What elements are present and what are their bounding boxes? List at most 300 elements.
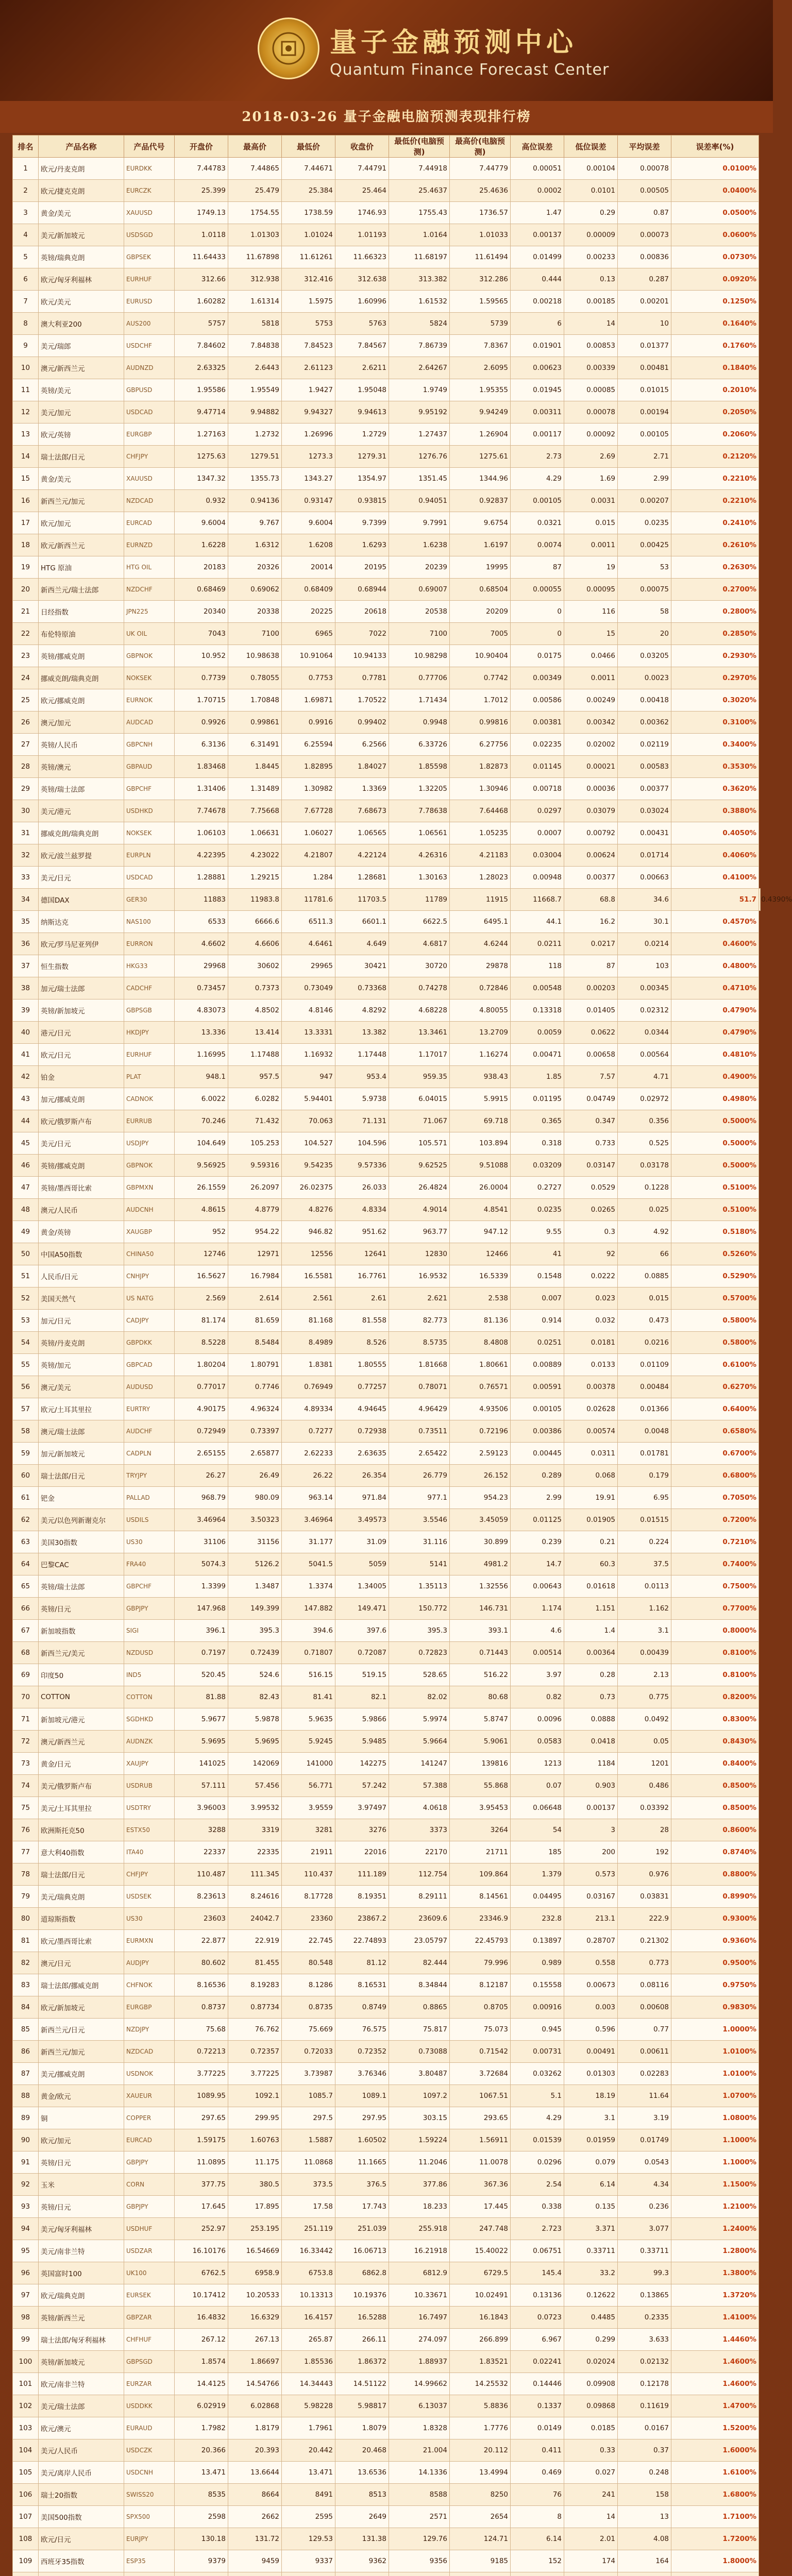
forecast-low-cell: 0.77706 [389, 667, 450, 689]
rank-cell: 7 [13, 291, 39, 313]
avg-error-cell: 0.00481 [618, 357, 671, 379]
high-error-cell: 0.1337 [511, 2395, 564, 2417]
product-code-cell: CHFNOK [124, 1974, 175, 1996]
high-cell: 11.67898 [228, 246, 282, 268]
close-cell: 397.6 [335, 1620, 389, 1642]
close-cell: 111.189 [335, 1863, 389, 1886]
low-cell: 1.82895 [282, 756, 335, 778]
forecast-low-cell: 16.21918 [389, 2240, 450, 2262]
high-cell: 0.7746 [228, 1376, 282, 1398]
avg-error-cell: 53 [618, 556, 671, 579]
error-rate-cell: 0.8500% [671, 1797, 759, 1819]
table-row [13, 1797, 761, 1819]
low-cell: 25.384 [282, 180, 335, 202]
close-cell: 4.649 [335, 933, 389, 955]
forecast-low-cell: 4.68228 [389, 999, 450, 1022]
product-code-cell: EURAUD [124, 2417, 175, 2439]
close-cell: 7.68673 [335, 800, 389, 822]
open-cell: 104.649 [175, 1132, 228, 1155]
low-error-cell: 0.00792 [564, 822, 618, 844]
error-rate-cell: 0.4600% [671, 933, 759, 955]
forecast-low-cell: 0.74278 [389, 977, 450, 999]
product-name-cell: 澳元/日元 [39, 1952, 124, 1974]
error-rate-cell: 0.5000% [671, 1155, 759, 1177]
product-name-cell: HTG 原油 [39, 556, 124, 579]
product-code-cell: ESP35 [124, 2550, 175, 2572]
open-cell: 0.8737 [175, 1996, 228, 2019]
forecast-high-cell: 2654 [450, 2506, 511, 2528]
open-cell [175, 2572, 228, 2576]
low-error-cell: 14 [564, 313, 618, 335]
high-error-cell: 0.07 [511, 1775, 564, 1797]
high-error-cell: 0.00386 [511, 1420, 564, 1443]
rank-cell: 47 [13, 1177, 39, 1199]
product-name-cell: 英镑/日元 [39, 2151, 124, 2174]
high-cell: 22335 [228, 1841, 282, 1863]
product-code-cell: AUDNZK [124, 1731, 175, 1753]
high-error-cell: 11668.7 [511, 889, 564, 911]
high-error-cell: 3.97 [511, 1664, 564, 1686]
low-error-cell: 0.03079 [564, 800, 618, 822]
product-code-cell: USDZAR [124, 2240, 175, 2262]
high-error-cell: 2.723 [511, 2218, 564, 2240]
error-rate-cell: 0.6700% [671, 1443, 759, 1465]
forecast-low-cell: 5141 [389, 1553, 450, 1575]
close-cell: 9362 [335, 2550, 389, 2572]
low-cell: 4.6461 [282, 933, 335, 955]
high-cell: 5126.2 [228, 1553, 282, 1575]
open-cell: 110.487 [175, 1863, 228, 1886]
product-code-cell: USDCNH [124, 2462, 175, 2484]
avg-error-cell: 0.12178 [618, 2373, 671, 2395]
product-name-cell: 新西兰元/加元 [39, 2041, 124, 2063]
error-rate-cell: 0.5800% [671, 1332, 759, 1354]
open-cell: 9.56925 [175, 1155, 228, 1177]
high-cell: 2.614 [228, 1287, 282, 1310]
open-cell: 0.9926 [175, 711, 228, 734]
product-code-cell: CHFJPY [124, 446, 175, 468]
high-cell: 24042.7 [228, 1908, 282, 1930]
avg-error-cell: 0.015 [618, 1287, 671, 1310]
product-name-cell: 中国A50指数 [39, 1243, 124, 1265]
table-row [13, 379, 761, 401]
forecast-high-cell: 0.99816 [450, 711, 511, 734]
forecast-low-cell: 0.9948 [389, 711, 450, 734]
high-error-cell: 0.00889 [511, 1354, 564, 1376]
forecast-high-cell: 1344.96 [450, 468, 511, 490]
column-header: 产品名称 [39, 135, 124, 158]
close-cell: 5.9738 [335, 1088, 389, 1110]
product-code-cell: EURJPY [124, 2528, 175, 2550]
error-rate-cell: 0.0920% [671, 268, 759, 291]
open-cell: 4.6602 [175, 933, 228, 955]
open-cell: 952 [175, 1221, 228, 1243]
low-error-cell: 68.8 [564, 889, 618, 911]
open-cell: 1.83468 [175, 756, 228, 778]
table-row [13, 2528, 761, 2550]
product-name-cell: 欧元/挪威克朗 [39, 689, 124, 711]
low-cell: 12556 [282, 1243, 335, 1265]
product-name-cell: 美国500指数 [39, 2506, 124, 2528]
low-cell: 0.72033 [282, 2041, 335, 2063]
forecast-low-cell: 57.388 [389, 1775, 450, 1797]
forecast-high-cell: 367.36 [450, 2174, 511, 2196]
close-cell: 81.12 [335, 1952, 389, 1974]
low-error-cell: 0.0181 [564, 1332, 618, 1354]
forecast-low-cell: 8588 [389, 2484, 450, 2506]
low-error-cell: 0.0011 [564, 534, 618, 556]
avg-error-cell: 4.08 [618, 2528, 671, 2550]
open-cell: 1.95586 [175, 379, 228, 401]
high-error-cell: 0.914 [511, 1310, 564, 1332]
high-cell: 1.8179 [228, 2417, 282, 2439]
error-rate-cell: 1.0100% [671, 2041, 759, 2063]
high-error-cell: 0.365 [511, 1110, 564, 1132]
high-cell: 149.399 [228, 1598, 282, 1620]
high-cell: 131.72 [228, 2528, 282, 2550]
open-cell: 1.06103 [175, 822, 228, 844]
high-error-cell: 76 [511, 2484, 564, 2506]
low-cell: 16.33442 [282, 2240, 335, 2262]
rank-cell: 33 [13, 867, 39, 889]
low-cell: 3.73987 [282, 2063, 335, 2085]
product-code-cell: ESTX50 [124, 1819, 175, 1841]
product-code-cell: GBPCAD [124, 1354, 175, 1376]
error-rate-cell: 0.8100% [671, 1664, 759, 1686]
product-name-cell: 英镑/美元 [39, 379, 124, 401]
close-cell: 0.72938 [335, 1420, 389, 1443]
high-cell: 1355.73 [228, 468, 282, 490]
rank-cell: 51 [13, 1265, 39, 1287]
forecast-high-cell: 9.51088 [450, 1155, 511, 1177]
product-name-cell: 印度50 [39, 1664, 124, 1686]
forecast-high-cell: 3264 [450, 1819, 511, 1841]
open-cell: 25.399 [175, 180, 228, 202]
high-cell: 3.50323 [228, 1509, 282, 1531]
high-cell: 267.13 [228, 2329, 282, 2351]
high-cell: 4.8779 [228, 1199, 282, 1221]
close-cell: 9.57336 [335, 1155, 389, 1177]
product-name-cell: 澳元/美元 [39, 1376, 124, 1398]
high-cell: 111.345 [228, 1863, 282, 1886]
avg-error-cell: 0.00207 [618, 490, 671, 512]
low-error-cell: 0.00137 [564, 1797, 618, 1819]
open-cell: 1.6228 [175, 534, 228, 556]
product-code-cell: SPX500 [124, 2506, 175, 2528]
low-error-cell: 0.04749 [564, 1088, 618, 1110]
product-name-cell: 美元/瑞士法郎 [39, 2395, 124, 2417]
avg-error-cell: 0.03024 [618, 800, 671, 822]
rank-cell: 103 [13, 2417, 39, 2439]
open-cell: 0.72949 [175, 1420, 228, 1443]
high-cell: 0.69062 [228, 579, 282, 601]
table-row [13, 2462, 761, 2484]
product-name-cell: 欧洲斯托克50 [39, 1819, 124, 1841]
table-row [13, 1642, 761, 1664]
open-cell: 1275.63 [175, 446, 228, 468]
forecast-high-cell: 16.1843 [450, 2307, 511, 2329]
product-name-cell: 钯金 [39, 1487, 124, 1509]
product-code-cell: NZDUSD [124, 1642, 175, 1664]
high-cell: 7.84838 [228, 335, 282, 357]
table-row [13, 1664, 761, 1686]
product-code-cell: HTG OIL [124, 556, 175, 579]
high-cell [228, 2572, 282, 2576]
error-rate-cell: 0.3620% [671, 778, 759, 800]
low-error-cell: 7.57 [564, 1066, 618, 1088]
avg-error-cell: 4.71 [618, 1066, 671, 1088]
product-name-cell: 英国富时100 [39, 2262, 124, 2284]
low-cell: 6.25594 [282, 734, 335, 756]
error-rate-cell: 0.8430% [671, 1731, 759, 1753]
low-cell: 251.119 [282, 2218, 335, 2240]
high-cell: 30602 [228, 955, 282, 977]
forecast-low-cell: 6812.9 [389, 2262, 450, 2284]
avg-error-cell: 1.162 [618, 1598, 671, 1620]
low-error-cell: 0.0185 [564, 2417, 618, 2439]
close-cell: 3.49573 [335, 1509, 389, 1531]
product-code-cell: USDJPY [124, 1132, 175, 1155]
avg-error-cell: 103 [618, 955, 671, 977]
open-cell: 8.16536 [175, 1974, 228, 1996]
close-cell: 11.66323 [335, 246, 389, 268]
high-error-cell: 0.0059 [511, 1022, 564, 1044]
forecast-low-cell: 10.33671 [389, 2284, 450, 2307]
rank-cell: 89 [13, 2107, 39, 2129]
high-error-cell: 0.00117 [511, 423, 564, 446]
low-error-cell: 0.299 [564, 2329, 618, 2351]
low-error-cell: 0.02628 [564, 1398, 618, 1420]
forecast-high-cell: 14.25532 [450, 2373, 511, 2395]
forecast-high-cell: 1.83521 [450, 2351, 511, 2373]
close-cell: 2.6211 [335, 357, 389, 379]
close-cell: 16.5288 [335, 2307, 389, 2329]
error-rate-cell: 0.3880% [671, 800, 759, 822]
low-error-cell: 0.0888 [564, 1708, 618, 1731]
error-rate-cell: 0.9500% [671, 1952, 759, 1974]
product-name-cell: 澳元/新西兰元 [39, 1731, 124, 1753]
forecast-high-cell: 4.8541 [450, 1199, 511, 1221]
open-cell: 252.97 [175, 2218, 228, 2240]
rank-cell: 53 [13, 1310, 39, 1332]
forecast-high-cell: 1.30946 [450, 778, 511, 800]
low-cell: 11.61261 [282, 246, 335, 268]
error-rate-cell: 0.8400% [671, 1753, 759, 1775]
forecast-low-cell: 141247 [389, 1753, 450, 1775]
open-cell: 6533 [175, 911, 228, 933]
close-cell: 0.77257 [335, 1376, 389, 1398]
close-cell: 0.68944 [335, 579, 389, 601]
high-error-cell: 0.14446 [511, 2373, 564, 2395]
close-cell: 1.95048 [335, 379, 389, 401]
high-error-cell: 0.00643 [511, 1575, 564, 1598]
avg-error-cell: 4.34 [618, 2174, 671, 2196]
forecast-low-cell: 0.73511 [389, 1420, 450, 1443]
forecast-low-cell: 7.44918 [389, 158, 450, 180]
low-cell: 7.44671 [282, 158, 335, 180]
avg-error-cell: 0.02312 [618, 999, 671, 1022]
table-row [13, 158, 761, 180]
product-name-cell: 巴黎CAC [39, 1553, 124, 1575]
forecast-high-cell: 5.8747 [450, 1708, 511, 1731]
forecast-low-cell: 395.3 [389, 1620, 450, 1642]
forecast-high-cell: 7.44779 [450, 158, 511, 180]
forecast-high-cell: 1.82873 [450, 756, 511, 778]
column-header: 产品代号 [124, 135, 175, 158]
avg-error-cell: 0.236 [618, 2196, 671, 2218]
error-rate-cell: 0.8740% [671, 1841, 759, 1863]
close-cell: 2.63635 [335, 1443, 389, 1465]
error-rate-cell: 0.1760% [671, 335, 759, 357]
high-error-cell: 54 [511, 1819, 564, 1841]
low-cell: 70.063 [282, 1110, 335, 1132]
product-name-cell: 欧元/罗马尼亚列伊 [39, 933, 124, 955]
high-error-cell: 0.00105 [511, 1398, 564, 1420]
product-name-cell: 美元/新加坡元 [39, 224, 124, 246]
forecast-low-cell: 4.0618 [389, 1797, 450, 1819]
high-cell: 1.70848 [228, 689, 282, 711]
table-row [13, 1420, 761, 1443]
product-code-cell: GBPJPY [124, 1598, 175, 1620]
forecast-low-cell: 0.94051 [389, 490, 450, 512]
avg-error-cell: 2.71 [618, 446, 671, 468]
forecast-high-cell: 79.996 [450, 1952, 511, 1974]
low-error-cell: 0.00364 [564, 1642, 618, 1664]
close-cell: 1089.1 [335, 2085, 389, 2107]
low-error-cell: 174 [564, 2550, 618, 2572]
rank-cell: 29 [13, 778, 39, 800]
high-error-cell: 0.00349 [511, 667, 564, 689]
table-row [13, 512, 761, 534]
forecast-low-cell: 26.4824 [389, 1177, 450, 1199]
open-cell: 29968 [175, 955, 228, 977]
product-code-cell: USDTRY [124, 1797, 175, 1819]
close-cell: 1.60996 [335, 291, 389, 313]
forecast-low-cell: 13.3461 [389, 1022, 450, 1044]
table-row [13, 756, 761, 778]
table-row [13, 800, 761, 822]
forecast-low-cell: 7.78638 [389, 800, 450, 822]
product-name-cell: 澳元/加元 [39, 711, 124, 734]
close-cell: 30421 [335, 955, 389, 977]
table-row [13, 2107, 761, 2129]
open-cell: 5.9677 [175, 1708, 228, 1731]
open-cell: 267.12 [175, 2329, 228, 2351]
forecast-low-cell: 6.33726 [389, 734, 450, 756]
forecast-high-cell: 1.28023 [450, 867, 511, 889]
high-cell: 0.87734 [228, 1996, 282, 2019]
product-name-cell: 美元/挪威克朗 [39, 2063, 124, 2085]
product-name-cell: 英镑/挪威克朗 [39, 1155, 124, 1177]
low-error-cell: 0.00249 [564, 689, 618, 711]
low-cell: 394.6 [282, 1620, 335, 1642]
rank-cell: 56 [13, 1376, 39, 1398]
product-name-cell: 英镑/加元 [39, 1354, 124, 1376]
ranking-table [12, 135, 792, 2576]
product-code-cell: USDDKK [124, 2395, 175, 2417]
table-row [13, 1930, 761, 1952]
forecast-low-cell: 22170 [389, 1841, 450, 1863]
table-row [13, 1886, 761, 1908]
rank-cell: 91 [13, 2151, 39, 2174]
forecast-high-cell: 0.71443 [450, 1642, 511, 1664]
forecast-low-cell: 1351.45 [389, 468, 450, 490]
rank-cell: 50 [13, 1243, 39, 1265]
error-rate-cell: 0.1840% [671, 357, 759, 379]
forecast-high-cell: 7.64468 [450, 800, 511, 822]
product-code-cell: COPPER [124, 2107, 175, 2129]
product-name-cell: 欧元/墨西哥比索 [39, 1930, 124, 1952]
high-cell: 1.01303 [228, 224, 282, 246]
high-error-cell: 0.007 [511, 1287, 564, 1310]
low-error-cell: 0.00673 [564, 1974, 618, 1996]
table-row [13, 180, 761, 202]
close-cell: 22016 [335, 1841, 389, 1863]
low-error-cell: 0.03147 [564, 1155, 618, 1177]
product-name-cell: 加元/新加坡元 [39, 1443, 124, 1465]
table-row [13, 2240, 761, 2262]
high-error-cell: 0.03004 [511, 844, 564, 867]
error-rate-cell: 0.9300% [671, 1908, 759, 1930]
high-cell: 312.938 [228, 268, 282, 291]
high-cell: 380.5 [228, 2174, 282, 2196]
table-row [13, 1908, 761, 1930]
table-row [13, 1376, 761, 1398]
forecast-high-cell: 4.93506 [450, 1398, 511, 1420]
rank-cell: 44 [13, 1110, 39, 1132]
low-cell: 1.5975 [282, 291, 335, 313]
high-cell: 1.29215 [228, 867, 282, 889]
error-rate-cell: 1.4460% [671, 2329, 759, 2351]
low-cell: 6753.8 [282, 2262, 335, 2284]
high-error-cell: 0.411 [511, 2439, 564, 2462]
product-name-cell: 欧元/波兰兹罗提 [39, 844, 124, 867]
high-error-cell: 14.7 [511, 1553, 564, 1575]
low-error-cell: 87 [564, 955, 618, 977]
open-cell: 130.18 [175, 2528, 228, 2550]
avg-error-cell: 3.633 [618, 2329, 671, 2351]
close-cell: 71.131 [335, 1110, 389, 1132]
close-cell: 376.5 [335, 2174, 389, 2196]
table-row [13, 1863, 761, 1886]
forecast-high-cell: 0.72196 [450, 1420, 511, 1443]
forecast-high-cell: 4.21183 [450, 844, 511, 867]
column-header: 排名 [13, 135, 39, 158]
rank-cell: 88 [13, 2085, 39, 2107]
high-error-cell: 44.1 [511, 911, 564, 933]
avg-error-cell: 0.525 [618, 1132, 671, 1155]
avg-error-cell: 0.0048 [618, 1420, 671, 1443]
rank-cell: 64 [13, 1553, 39, 1575]
error-rate-cell: 0.5100% [671, 1177, 759, 1199]
rank-cell: 81 [13, 1930, 39, 1952]
high-error-cell: 0.03262 [511, 2063, 564, 2085]
high-cell: 76.762 [228, 2019, 282, 2041]
low-error-cell: 0.33711 [564, 2240, 618, 2262]
high-error-cell: 0.01901 [511, 335, 564, 357]
low-cell: 7.84523 [282, 335, 335, 357]
high-error-cell: 0.00548 [511, 977, 564, 999]
high-error-cell: 6 [511, 313, 564, 335]
low-cell: 516.15 [282, 1664, 335, 1686]
product-code-cell: USDSGD [124, 224, 175, 246]
product-code-cell: FRA40 [124, 1553, 175, 1575]
open-cell: 4.90175 [175, 1398, 228, 1420]
product-name-cell: 美元/港元 [39, 800, 124, 822]
forecast-low-cell: 274.097 [389, 2329, 450, 2351]
rank-cell: 43 [13, 1088, 39, 1110]
product-name-cell: 铂金 [39, 1066, 124, 1088]
